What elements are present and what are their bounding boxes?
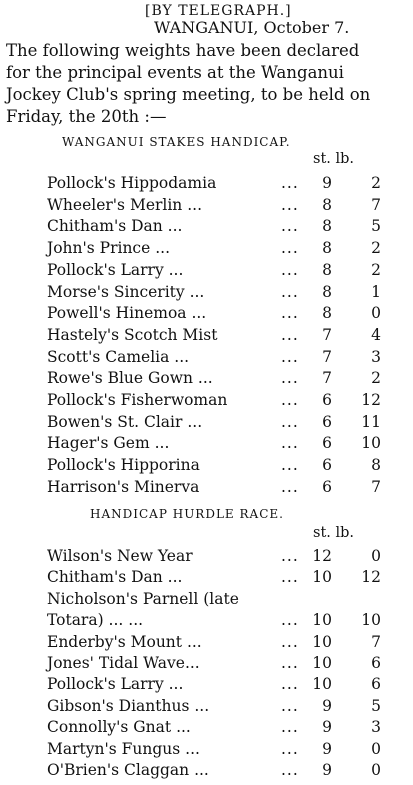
entry-stones: 6 [322, 434, 332, 453]
entry-pounds: 10 [361, 611, 381, 630]
entry-dots: ... [281, 412, 299, 431]
entry-name: Harrison's Minerva [47, 477, 200, 496]
entry-pounds: 10 [361, 434, 381, 453]
entry-pounds: 5 [371, 696, 381, 715]
entry-name: O'Brien's Claggan ... [47, 761, 209, 779]
entry-name: Jones' Tidal Wave... [47, 654, 200, 672]
entry-pounds: 7 [371, 632, 381, 651]
entry-row [0, 434, 413, 456]
entry-row [0, 456, 413, 478]
entry-row [0, 217, 413, 239]
entry-name: John's Prince ... [47, 239, 170, 258]
entry-name: Chitham's Dan ... [47, 217, 183, 236]
entry-stones: 6 [322, 477, 332, 496]
entry-name: Pollock's Hippodamia [47, 174, 217, 192]
entry-row [0, 568, 413, 590]
entry-stones: 6 [322, 456, 332, 475]
entry-stones: 8 [322, 304, 332, 323]
race1-units: st. lb. [313, 151, 355, 167]
entry-row [0, 261, 413, 283]
entry-name: Totara) ... ... [47, 611, 144, 630]
entry-row [0, 611, 413, 633]
entry-row [0, 174, 413, 196]
entry-row [0, 239, 413, 261]
entry-row [0, 304, 413, 326]
entry-stones: 6 [322, 412, 332, 431]
intro-line: Jockey Club's spring meeting, to be held on [6, 85, 371, 104]
dateline: WANGANUI, October 7. [154, 18, 350, 37]
entry-name: Bowen's St. Clair ... [47, 412, 203, 431]
entry-name: Scott's Camelia ... [47, 347, 190, 366]
entry-pounds: 12 [361, 568, 381, 587]
entry-name: Hastely's Scotch Mist [47, 325, 218, 344]
entry-row [0, 391, 413, 413]
entry-pounds: 7 [371, 195, 381, 214]
entry-stones: 10 [312, 611, 332, 630]
entry-stones: 7 [322, 347, 332, 366]
entry-stones: 10 [312, 632, 332, 651]
entry-name: Pollock's Hipporina [47, 456, 200, 475]
entry-stones: 9 [322, 761, 332, 779]
entry-pounds: 3 [371, 718, 381, 737]
entry-stones: 9 [322, 174, 332, 192]
entry-pounds: 7 [371, 477, 381, 496]
entry-row [0, 633, 413, 655]
entry-pounds: 11 [361, 412, 381, 431]
entry-stones: 8 [322, 239, 332, 258]
entry-dots: ... [281, 434, 299, 453]
entry-name: Connolly's Gnat ... [47, 718, 191, 737]
entry-dots: ... [281, 632, 299, 651]
telegraph-header: [BY TELEGRAPH.] [145, 3, 292, 19]
entry-name: Enderby's Mount ... [47, 632, 202, 651]
entry-row [0, 675, 413, 697]
intro-line: Friday, the 20th :— [6, 107, 167, 126]
entry-dots: ... [281, 761, 299, 779]
entry-dots: ... [281, 195, 299, 214]
entry-stones: 10 [312, 568, 332, 587]
entry-row [0, 369, 413, 391]
entry-pounds: 6 [371, 654, 381, 672]
entry-row [0, 718, 413, 740]
entry-pounds: 1 [371, 282, 381, 301]
entry-stones: 7 [322, 369, 332, 388]
entry-pounds: 8 [371, 456, 381, 475]
entry-dots: ... [281, 174, 299, 192]
entry-pounds: 6 [371, 675, 381, 694]
entry-dots: ... [281, 568, 299, 587]
entry-pounds: 3 [371, 347, 381, 366]
entry-stones: 8 [322, 195, 332, 214]
entry-pounds: 4 [371, 325, 381, 344]
entry-name: Pollock's Larry ... [47, 675, 184, 694]
entry-name: Rowe's Blue Gown ... [47, 369, 213, 388]
entry-name: Hager's Gem ... [47, 434, 170, 453]
entry-name: Martyn's Fungus ... [47, 739, 200, 758]
entry-stones: 8 [322, 260, 332, 279]
entry-dots: ... [281, 456, 299, 475]
entry-name: Nicholson's Parnell (late [47, 589, 239, 608]
entry-dots: ... [281, 347, 299, 366]
entry-stones: 9 [322, 696, 332, 715]
entry-pounds: 0 [371, 739, 381, 758]
entry-row [0, 348, 413, 370]
entry-pounds: 2 [371, 174, 381, 192]
entry-stones: 8 [322, 282, 332, 301]
entry-name: Pollock's Fisherwoman [47, 391, 228, 409]
entry-dots: ... [281, 304, 299, 323]
entry-row [0, 740, 413, 762]
entry-dots: ... [281, 611, 299, 630]
entry-pounds: 0 [371, 547, 381, 565]
entry-pounds: 2 [371, 260, 381, 279]
entry-pounds: 2 [371, 239, 381, 258]
entry-row [0, 478, 413, 500]
entry-dots: ... [281, 718, 299, 737]
intro-line: The following weights have been declared [6, 41, 360, 60]
intro-line: for the principal events at the Wanganui [6, 63, 344, 82]
entry-dots: ... [281, 477, 299, 496]
entry-pounds: 12 [361, 391, 381, 409]
entry-stones: 9 [322, 739, 332, 758]
entry-dots: ... [281, 675, 299, 694]
race1-title: WANGANUI STAKES HANDICAP. [62, 135, 291, 149]
entry-stones: 7 [322, 325, 332, 344]
entry-dots: ... [281, 739, 299, 758]
entry-row [0, 413, 413, 435]
entry-dots: ... [281, 239, 299, 258]
entry-dots: ... [281, 391, 299, 409]
entry-name: Wheeler's Merlin ... [47, 195, 202, 214]
entry-dots: ... [281, 325, 299, 344]
entry-dots: ... [281, 654, 299, 672]
entry-pounds: 5 [371, 217, 381, 236]
entry-dots: ... [281, 282, 299, 301]
entry-dots: ... [281, 547, 299, 565]
entry-dots: ... [281, 260, 299, 279]
entry-row [0, 590, 413, 612]
entry-row [0, 283, 413, 305]
entry-dots: ... [281, 217, 299, 236]
entry-name: Wilson's New Year [47, 547, 193, 565]
entry-row [0, 326, 413, 348]
entry-pounds: 0 [371, 761, 381, 779]
entry-dots: ... [281, 369, 299, 388]
entry-name: Chitham's Dan ... [47, 568, 183, 587]
entry-row [0, 761, 413, 783]
entry-stones: 12 [312, 547, 332, 565]
entry-row [0, 697, 413, 719]
entry-name: Powell's Hinemoa ... [47, 304, 207, 323]
race2-units: st. lb. [313, 525, 355, 541]
entry-name: Gibson's Dianthus ... [47, 696, 210, 715]
entry-stones: 10 [312, 654, 332, 672]
entry-row [0, 547, 413, 569]
entry-name: Pollock's Larry ... [47, 260, 184, 279]
entry-dots: ... [281, 696, 299, 715]
entry-pounds: 2 [371, 369, 381, 388]
entry-stones: 9 [322, 718, 332, 737]
entry-row [0, 654, 413, 676]
entry-row [0, 196, 413, 218]
entry-stones: 6 [322, 391, 332, 409]
entry-name: Morse's Sincerity ... [47, 282, 205, 301]
entry-stones: 8 [322, 217, 332, 236]
entry-stones: 10 [312, 675, 332, 694]
race2-title: HANDICAP HURDLE RACE. [90, 507, 284, 521]
entry-pounds: 0 [371, 304, 381, 323]
